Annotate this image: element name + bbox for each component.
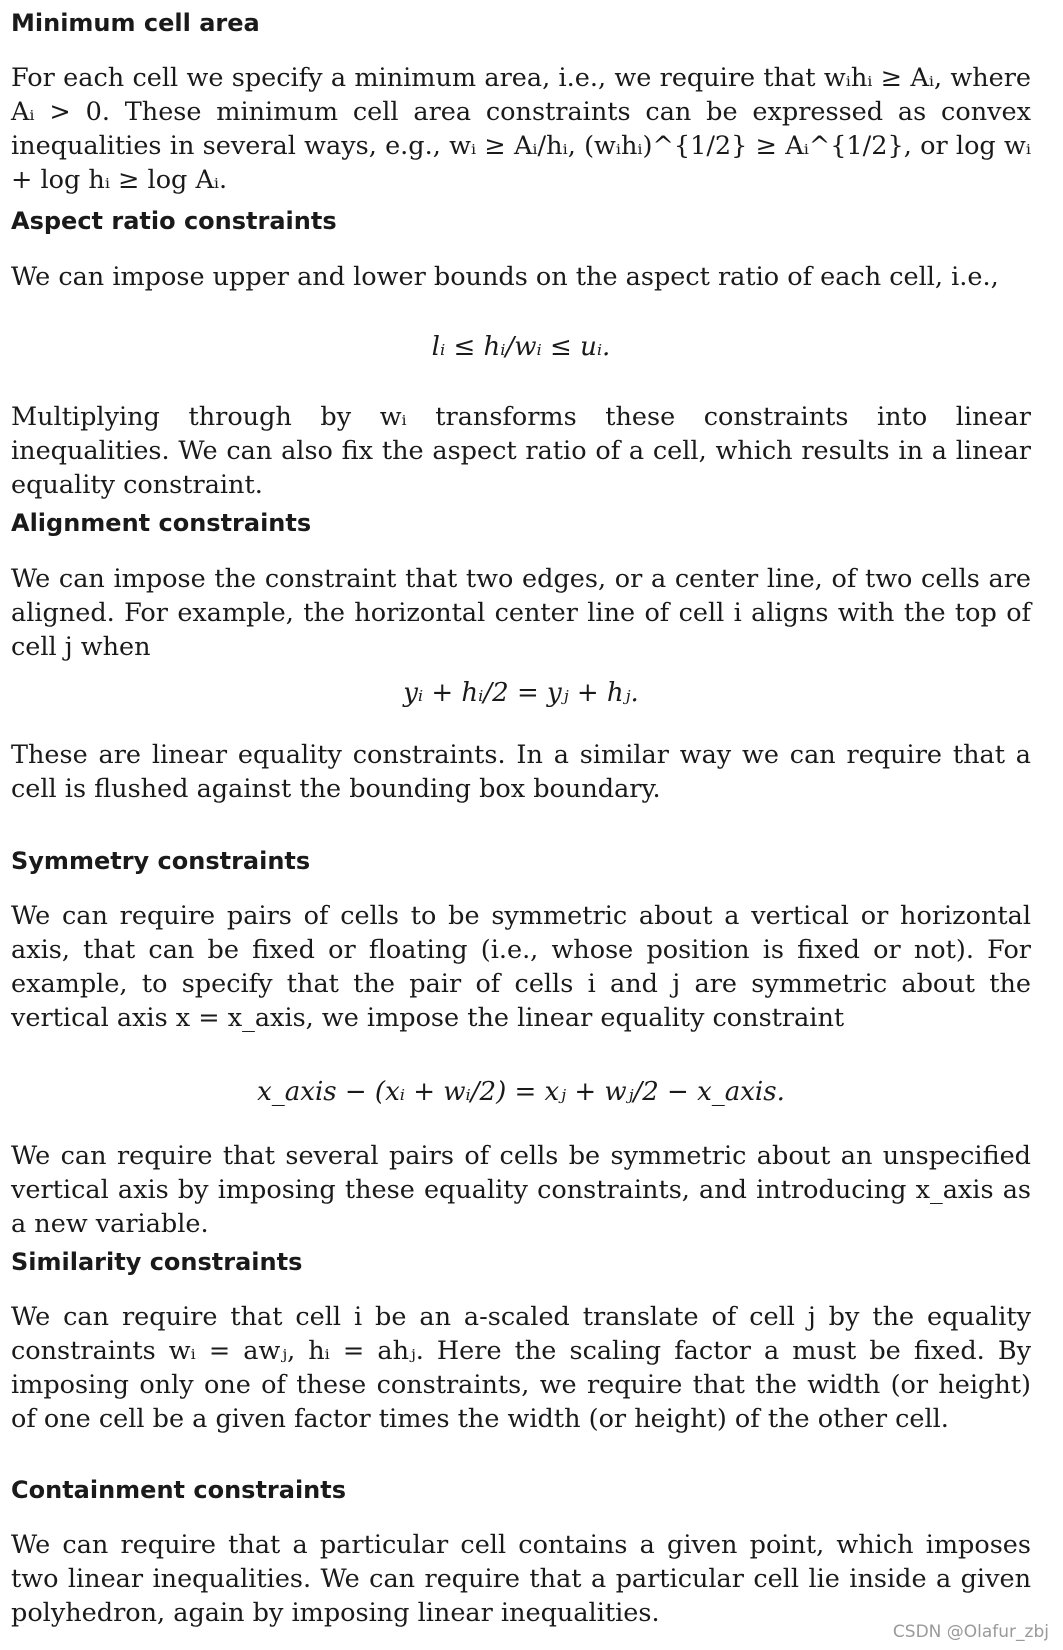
section-title-containment: Containment constraints xyxy=(11,1476,347,1504)
paragraph-symmetry-intro: We can require pairs of cells to be symmetric about a vertical or horizontal axis, that can be fixed or floating (i.e., whose position is fixed or not). For example, to specify that the pair of cells i and j are symmetric about the vertical axis x = x_axis, we impose the linear equality constraint xyxy=(11,901,1031,1033)
paragraph-containment: We can require that a particular cell contains a given point, which imposes two linear inequalities. We can require that a particular cell lie inside a given polyhedron, again by imposing linear inequalities. xyxy=(11,1530,1031,1628)
section-title-similarity: Similarity constraints xyxy=(11,1248,303,1276)
paragraph-aspect-ratio-intro: We can impose upper and lower bounds on the aspect ratio of each cell, i.e., xyxy=(11,262,999,292)
equation-alignment: yᵢ + hᵢ/2 = yⱼ + hⱼ. xyxy=(403,678,639,708)
section-title-alignment: Alignment constraints xyxy=(11,509,312,537)
paragraph-minimum-cell-area: For each cell we specify a minimum area, i.e., we require that wᵢhᵢ ≥ Aᵢ, where Aᵢ > 0. These minimum cell area constraints can be expressed as convex inequalities in several ways, e.g., wᵢ ≥ Aᵢ/hᵢ, (wᵢhᵢ)^{1/2} ≥ Aᵢ^{1/2}, or log wᵢ + log hᵢ ≥ log Aᵢ. xyxy=(11,63,1031,195)
paragraph-alignment-detail: These are linear equality constraints. In a similar way we can require that a cell is flushed against the bounding box boundary. xyxy=(11,740,1031,804)
equation-symmetry: x_axis − (xᵢ + wᵢ/2) = xⱼ + wⱼ/2 − x_axis. xyxy=(257,1077,785,1107)
paragraph-symmetry-detail: We can require that several pairs of cells be symmetric about an unspecified vertical axis by imposing these equality constraints, and introducing x_axis as a new variable. xyxy=(11,1141,1031,1239)
paragraph-aspect-ratio-detail: Multiplying through by wᵢ transforms these constraints into linear inequalities. We can also fix the aspect ratio of a cell, which results in a linear equality constraint. xyxy=(11,402,1031,500)
section-title-symmetry: Symmetry constraints xyxy=(11,847,311,875)
section-title-aspect-ratio: Aspect ratio constraints xyxy=(11,207,337,235)
paragraph-alignment-intro: We can impose the constraint that two edges, or a center line, of two cells are aligned. For example, the horizontal center line of cell i aligns with the top of cell j when xyxy=(11,564,1031,662)
section-title-minimum-cell-area: Minimum cell area xyxy=(11,9,260,37)
watermark: CSDN @Olafur_zbj xyxy=(892,1622,1049,1642)
equation-aspect-ratio: lᵢ ≤ hᵢ/wᵢ ≤ uᵢ. xyxy=(431,332,611,362)
paragraph-similarity: We can require that cell i be an a-scaled translate of cell j by the equality constraints wᵢ = awⱼ, hᵢ = ahⱼ. Here the scaling factor a must be fixed. By imposing only one of these constraints, we require that the width (or height) of one cell be a given factor times the width (or height) of the other cell. xyxy=(11,1302,1031,1434)
